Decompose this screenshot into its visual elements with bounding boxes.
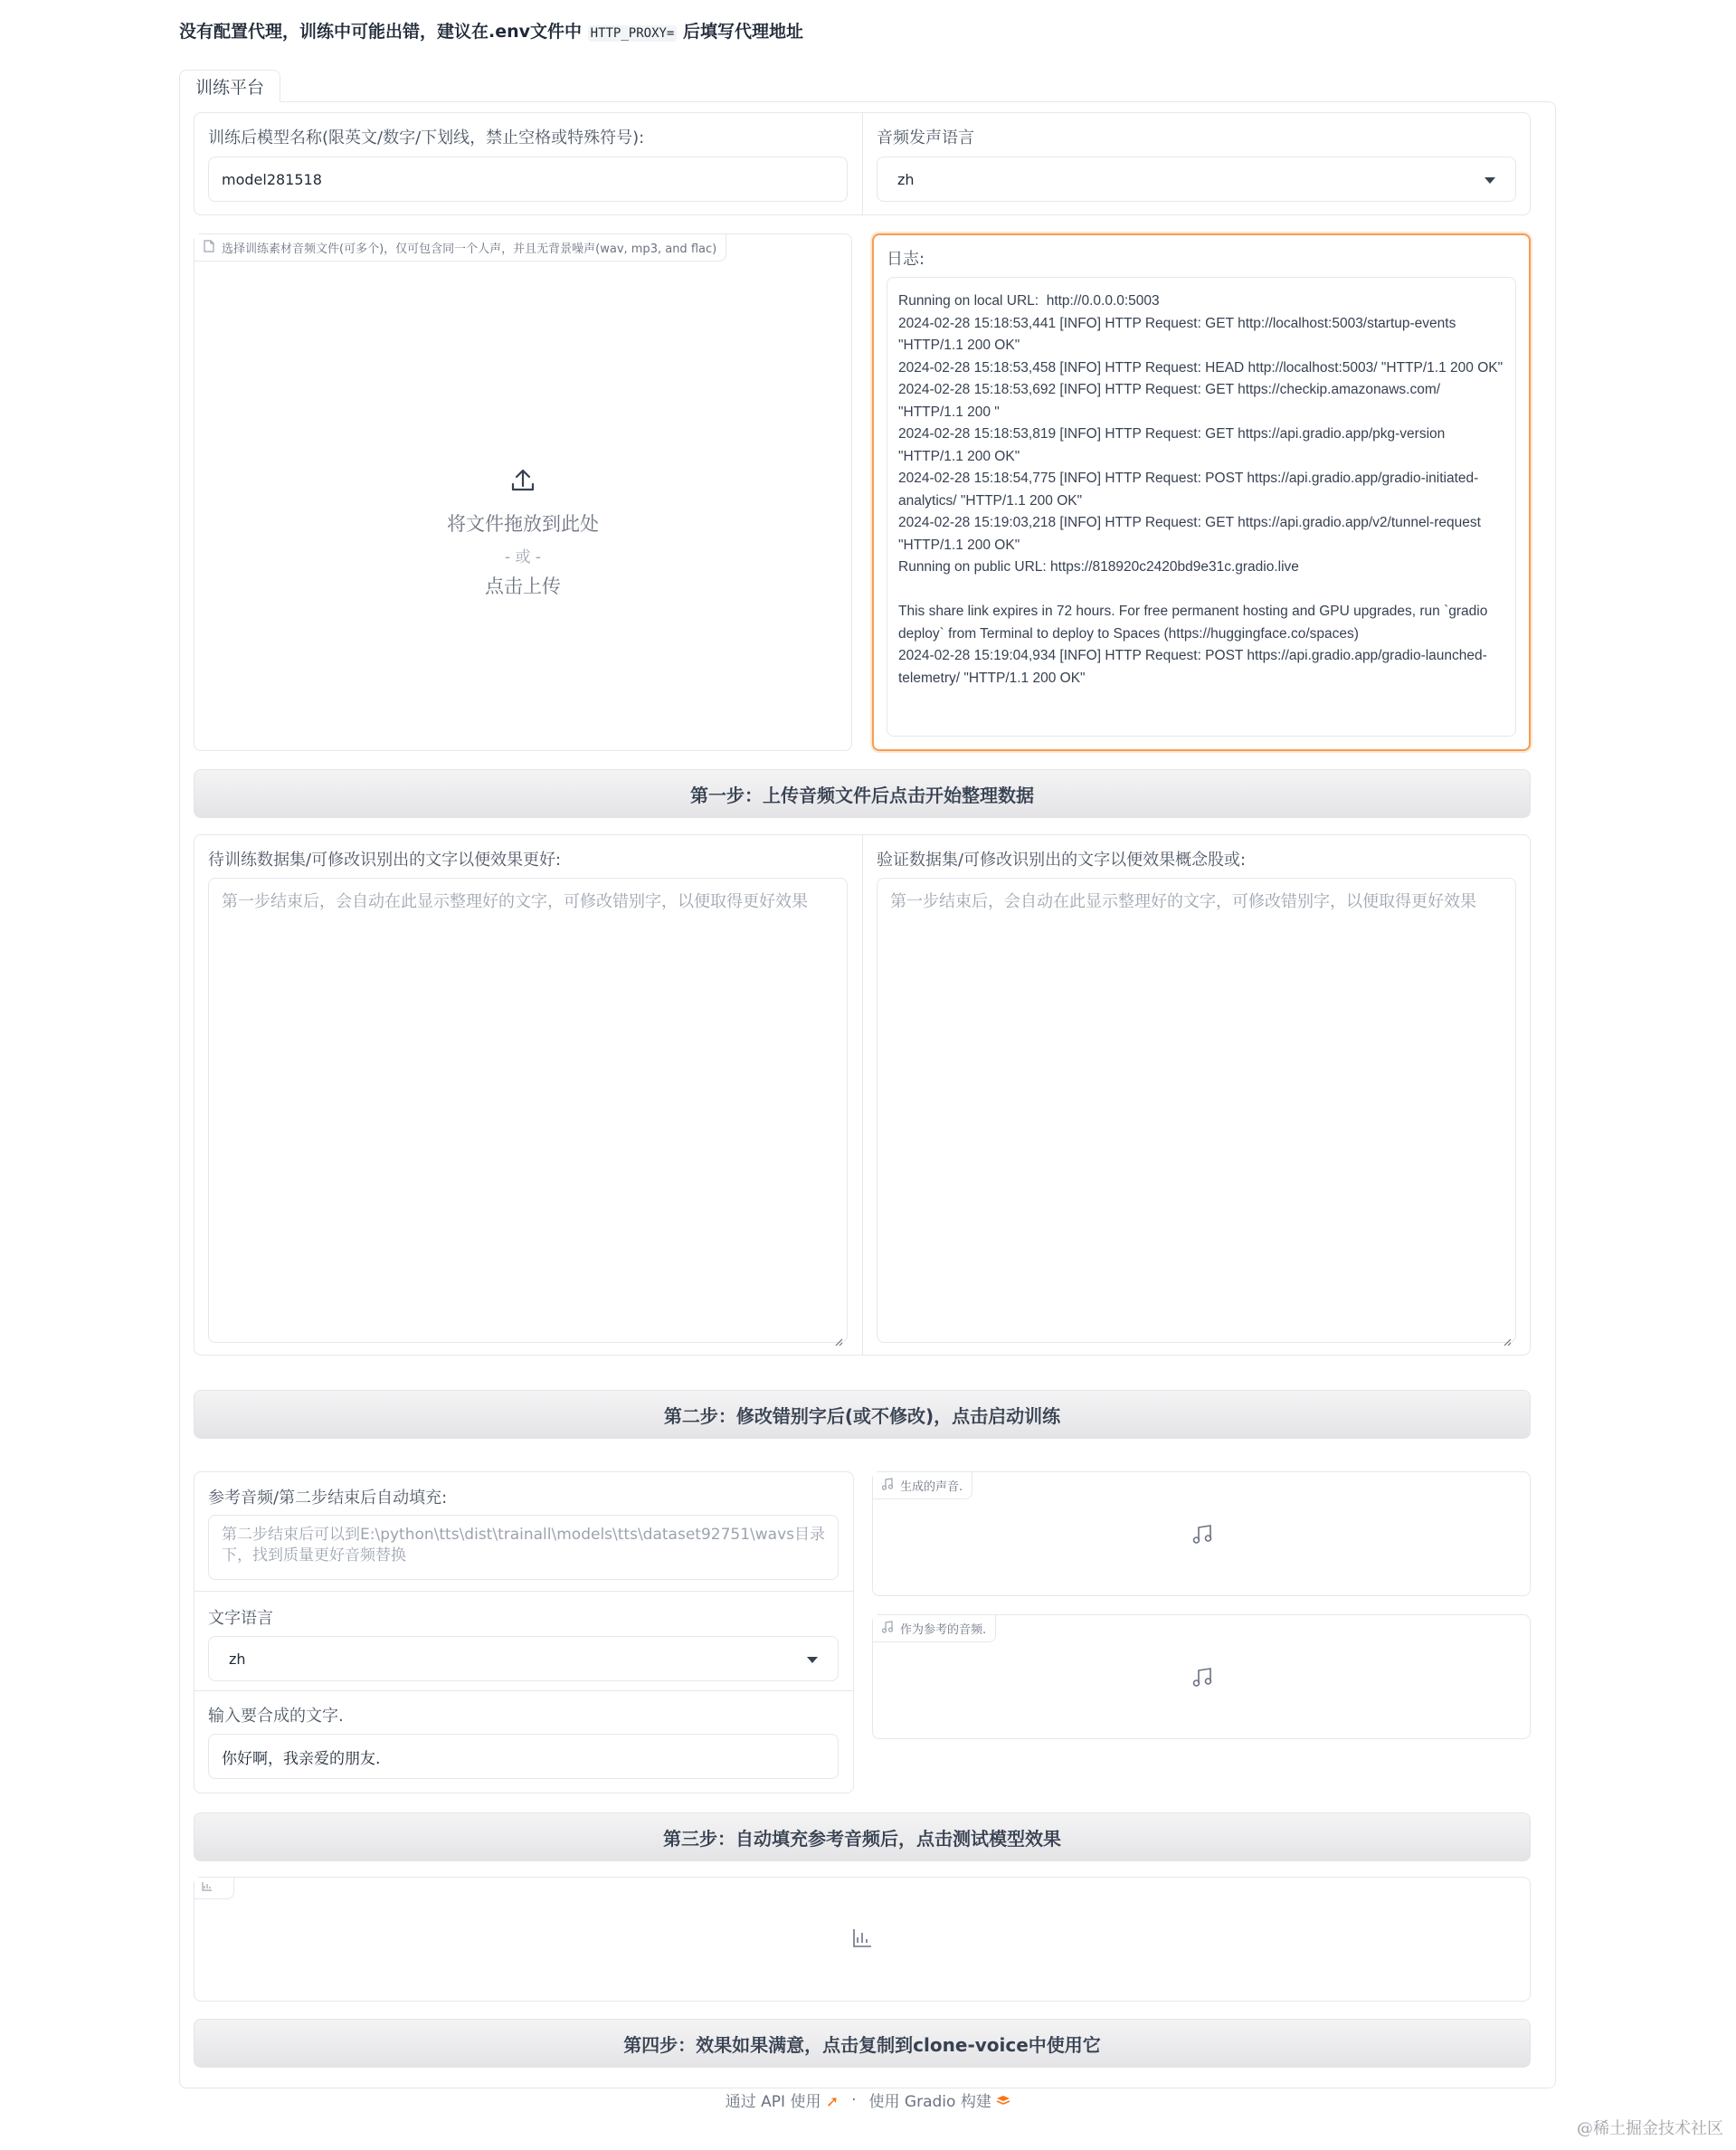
- api-link-label: 通过 API 使用: [725, 2093, 821, 2111]
- synth-text-input[interactable]: [208, 1734, 839, 1779]
- gradio-link-label: 使用 Gradio 构建: [868, 2093, 991, 2111]
- gradio-link[interactable]: [869, 2088, 1011, 2111]
- upload-click-text[interactable]: 点击上传: [485, 576, 561, 597]
- audio-upload-dropzone[interactable]: [194, 233, 852, 751]
- caret-down-icon: [1485, 171, 1495, 188]
- log-line: 2024-02-28 15:18:54,775 [INFO] HTTP Request: POST https://api.gradio.app/gradio-initiated-analytics/ "HTTP/1.1 200 OK": [898, 471, 1479, 509]
- generated-audio-player[interactable]: [872, 1471, 1531, 1596]
- train-dataset-label: 待训练数据集/可修改识别出的文字以便效果更好:: [208, 851, 562, 870]
- step3-button[interactable]: [194, 1812, 1531, 1861]
- proxy-notice: [179, 18, 803, 43]
- music-note-icon: [882, 1621, 893, 1637]
- model-name-label: 训练后模型名称(限英文/数字/下划线，禁止空格或特殊符号):: [208, 128, 645, 147]
- synth-text-value: 你好啊，我亲爱的朋友.: [222, 1749, 381, 1768]
- audio-language-label: 音频发声语言: [877, 128, 974, 147]
- rocket-icon: ➚: [825, 2093, 840, 2111]
- audio-language-value: zh: [897, 170, 915, 188]
- file-icon: [204, 240, 214, 256]
- model-name-input[interactable]: [208, 157, 848, 202]
- log-line: 2024-02-28 15:19:03,218 [INFO] HTTP Request: GET https://api.gradio.app/v2/tunnel-request "HTTP/1.1 200 OK": [898, 515, 1485, 553]
- ref-audio-placeholder: 第二步结束后可以到E:\python\tts\dist\trainall\models\tts\dataset92751\wavs目录下，找到质量更好音频替换: [222, 1526, 825, 1565]
- music-note-icon: [882, 1478, 893, 1494]
- bar-chart-icon: [852, 1928, 872, 1952]
- step3-label: 第三步：自动填充参考音频后，点击测试模型效果: [663, 1827, 1061, 1850]
- synth-text-label: 输入要合成的文字.: [208, 1707, 344, 1726]
- footer: [0, 2088, 1736, 2111]
- reference-audio-player[interactable]: [872, 1614, 1531, 1739]
- upload-or-text: - 或 -: [504, 548, 542, 566]
- tab-training-platform[interactable]: [179, 70, 280, 102]
- caret-down-icon: [807, 1651, 818, 1668]
- upload-icon: [509, 466, 536, 497]
- log-line: Running on local URL: http://0.0.0.0:5003: [898, 293, 1160, 309]
- log-line: Running on public URL: https://818920c2420bd9e31c.gradio.live: [898, 559, 1299, 575]
- verify-dataset-label: 验证数据集/可修改识别出的文字以便效果概念股或:: [877, 851, 1247, 870]
- log-line: 2024-02-28 15:18:53,458 [INFO] HTTP Request: HEAD http://localhost:5003/ "HTTP/1.1 200 OK": [898, 359, 1504, 376]
- upload-drop-text: 将文件拖放到此处: [447, 513, 599, 535]
- step1-label: 第一步：上传音频文件后点击开始整理数据: [690, 784, 1034, 806]
- datasets-divider: [862, 834, 863, 1356]
- log-line: [898, 579, 1504, 602]
- log-line: 2024-02-28 15:19:04,934 [INFO] HTTP Request: POST https://api.gradio.app/gradio-launched-telemetry/ "HTTP/1.1 200 OK": [898, 648, 1487, 686]
- plot-output: [194, 1877, 1531, 2002]
- generated-audio-label: 生成的声音.: [900, 1480, 963, 1494]
- log-line: This share link expires in 72 hours. For free permanent hosting and GPU upgrades, run `gradio deploy` from Terminal to deploy to Spaces (https://huggingface.co/spaces): [898, 604, 1492, 642]
- log-line: 2024-02-28 15:18:53,819 [INFO] HTTP Request: GET https://api.gradio.app/pkg-version "HTTP/1.1 200 OK": [898, 426, 1449, 464]
- resize-handle-icon[interactable]: [1503, 1329, 1512, 1338]
- footer-separator: ·: [851, 2090, 857, 2109]
- step2-label: 第二步：修改错别字后(或不修改)，点击启动训练: [663, 1404, 1061, 1427]
- divider: [194, 1690, 854, 1691]
- tab-label: 训练平台: [194, 77, 264, 98]
- audio-language-select[interactable]: [877, 157, 1516, 202]
- plot-chip: [194, 1878, 234, 1899]
- notice-suffix: 后填写代理地址: [677, 22, 803, 42]
- music-note-icon: [1191, 1523, 1213, 1548]
- log-lines: [898, 290, 1504, 690]
- reference-audio-label: 作为参考的音频.: [900, 1623, 987, 1637]
- step1-button[interactable]: [194, 769, 1531, 818]
- api-link[interactable]: [726, 2088, 839, 2111]
- notice-prefix: 没有配置代理，训练中可能出错，建议在.env文件中: [179, 22, 588, 42]
- text-language-label: 文字语言: [208, 1609, 273, 1628]
- log-panel: [872, 233, 1531, 751]
- log-textbox[interactable]: [887, 277, 1516, 737]
- upload-chip-label: 选择训练素材音频文件(可多个)，仅可包含同一个人声，并且无背景噪声(wav, mp3, and flac): [222, 243, 717, 256]
- text-language-select[interactable]: [208, 1636, 839, 1681]
- notice-code: HTTP_PROXY=: [588, 25, 678, 42]
- model-name-value: model281518: [222, 170, 322, 188]
- row-divider: [862, 112, 863, 215]
- resize-handle-icon[interactable]: [834, 1329, 843, 1338]
- log-line: 2024-02-28 15:18:53,692 [INFO] HTTP Request: GET https://checkip.amazonaws.com/ "HTTP/1.1 200 ": [898, 382, 1445, 420]
- step4-button[interactable]: [194, 2019, 1531, 2068]
- divider: [194, 1591, 854, 1592]
- verify-dataset-placeholder: 第一步结束后，会自动在此显示整理好的文字，可修改错别字，以便取得更好效果: [890, 892, 1476, 911]
- ref-audio-input[interactable]: [208, 1515, 839, 1580]
- train-dataset-textarea[interactable]: [208, 878, 848, 1343]
- verify-dataset-textarea[interactable]: [877, 878, 1516, 1343]
- train-dataset-placeholder: 第一步结束后，会自动在此显示整理好的文字，可修改错别字，以便取得更好效果: [222, 892, 808, 911]
- reference-audio-chip: [873, 1615, 996, 1642]
- bar-chart-icon: [202, 1881, 213, 1895]
- generated-audio-chip: [873, 1472, 972, 1499]
- step4-label: 第四步：效果如果满意，点击复制到clone-voice中使用它: [623, 2033, 1101, 2056]
- step2-button[interactable]: [194, 1390, 1531, 1439]
- log-line: 2024-02-28 15:18:53,441 [INFO] HTTP Request: GET http://localhost:5003/startup-events "HTTP/1.1 200 OK": [898, 315, 1460, 353]
- text-language-value: zh: [229, 1650, 246, 1668]
- music-note-icon: [1191, 1666, 1213, 1691]
- watermark: @稀土掘金技术社区: [1577, 2119, 1723, 2138]
- log-label: 日志:: [887, 250, 925, 269]
- gradio-logo-icon: [996, 2093, 1010, 2111]
- upload-prompt[interactable]: [194, 466, 851, 599]
- ref-audio-label: 参考音频/第二步结束后自动填充:: [208, 1489, 448, 1508]
- upload-chip: [194, 234, 726, 262]
